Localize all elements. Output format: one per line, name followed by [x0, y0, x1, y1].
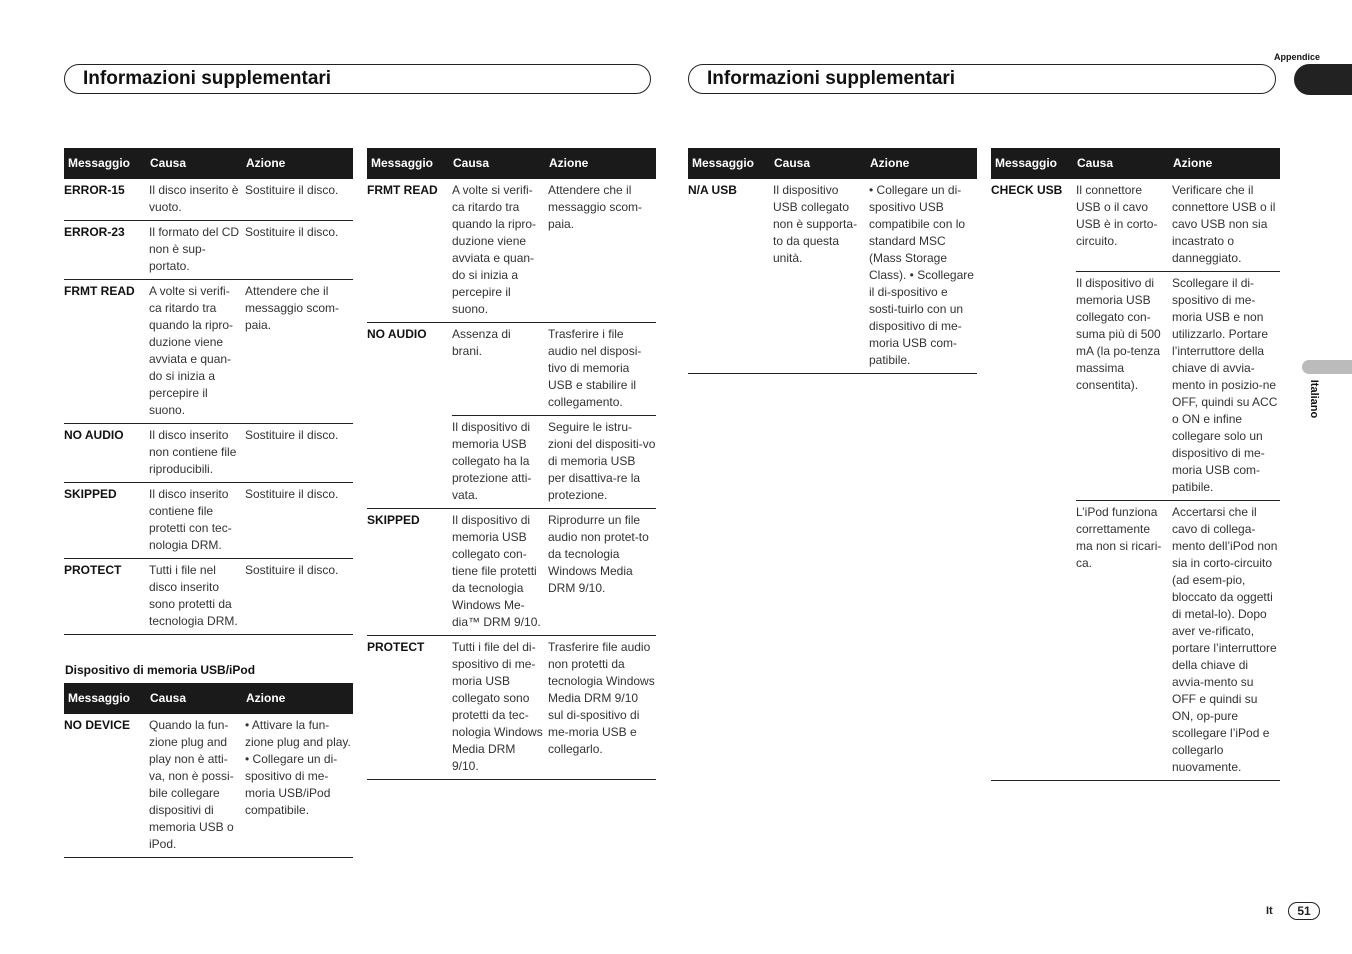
action-text: Accertarsi che il cavo di collega-mento dell’iPod non sia in corto-circuito (ad esem-pio, bloccato da oggetti di metal-lo). Dopo aver ve-rificato, portare l’interruttore della chiave di avvia-mento su OFF e quindi su ON, op-pure scollegare l’iPod e collegarlo nuovamente. [1172, 505, 1278, 774]
cause-action-row [773, 179, 977, 373]
message-code: NO AUDIO [64, 428, 124, 442]
table-header [64, 683, 353, 714]
cause-action-row [452, 323, 656, 415]
cause-action-list [1076, 179, 1280, 780]
table-header [367, 148, 656, 179]
column-header-cause: Causa [453, 156, 490, 170]
cause-action-row [149, 483, 353, 558]
message-code: PROTECT [367, 640, 425, 654]
column-header-action: Azione [549, 156, 589, 170]
table-row [367, 636, 656, 780]
action-text: Riprodurre un file audio non protet-to da tecnologia Windows Media DRM 9/10. [548, 513, 649, 595]
cause-action-row [1076, 500, 1280, 780]
table-row [64, 280, 353, 424]
cause-text: Quando la fun-zione plug and play non è atti-va, non è possi-bile collegare dispositivi di memoria USB o iPod. [149, 718, 234, 851]
table-usb-messages [367, 148, 656, 780]
cause-action-row [149, 179, 353, 220]
cause-text: A volte si verifi-ca ritardo tra quando la ripro-duzione viene avviata e quan-do si inizia a percepire il suono. [149, 284, 234, 417]
side-language-label: Italiano [1308, 379, 1320, 419]
table-row [64, 714, 353, 858]
action-text: Seguire le istru-zioni del dispositi-vo di memoria USB per disattiva-re la protezione. [548, 420, 656, 502]
column-header-message: Messaggio [692, 156, 755, 170]
message-code: ERROR-23 [64, 225, 125, 239]
page-number: 51 [1288, 902, 1320, 920]
cause-text: Tutti i file del di-spositivo di me-moria USB collegato sono protetti da tec-nologia Windows Media DRM 9/10. [452, 640, 543, 773]
table-header [64, 148, 353, 179]
action-text: Sostituire il disco. [245, 225, 339, 239]
cause-action-list [452, 179, 656, 322]
cause-action-row [149, 280, 353, 423]
action-text: • Attivare la fun-zione plug and play. • Collegare un di-spositivo di me-moria USB/iPod compatibile. [245, 718, 351, 817]
table-row [367, 323, 656, 509]
cause-action-list [452, 509, 656, 635]
cause-text: Il disco inserito contiene file protetti con tec-nologia DRM. [149, 487, 232, 552]
cause-text: Il disco inserito è vuoto. [149, 183, 239, 214]
action-text: • Collegare un di-spositivo USB compatibile con lo standard MSC (Mass Storage Class). • Scollegare il di-spositivo e sosti-tuirlo con un dispositivo di me-moria USB com-patibile. [869, 183, 974, 367]
cause-action-row [452, 509, 656, 635]
table-row [991, 179, 1280, 781]
cause-action-row [149, 559, 353, 634]
table-usb-device [64, 683, 353, 858]
cause-action-row [452, 179, 656, 322]
cause-text: Il dispositivo USB collegato non è supporta-to da questa unità. [773, 183, 858, 265]
column-header-action: Azione [870, 156, 910, 170]
table-na-usb [688, 148, 977, 374]
cause-action-row [1076, 179, 1280, 271]
cause-action-list [452, 636, 656, 779]
cause-action-list [773, 179, 977, 373]
page-title-right: Informazioni supplementari [688, 64, 1276, 94]
cause-action-row [452, 415, 656, 508]
cause-action-list [149, 559, 353, 634]
action-text: Sostituire il disco. [245, 183, 339, 197]
column-header-cause: Causa [1077, 156, 1114, 170]
cause-text: Tutti i file nel disco inserito sono protetti da tecnologia DRM. [149, 563, 238, 628]
cause-action-row [149, 714, 353, 857]
cause-action-list [149, 424, 353, 482]
table-disc-messages [64, 148, 353, 635]
table-check-usb [991, 148, 1280, 781]
message-code: SKIPPED [367, 513, 420, 527]
action-text: Attendere che il messaggio scom-paia. [245, 284, 340, 332]
language-tab [1302, 360, 1352, 374]
action-text: Attendere che il messaggio scom-paia. [548, 183, 643, 231]
action-text: Trasferire file audio non protetti da tecnologia Windows Media DRM 9/10 sul di-spositivo di me-moria USB e collegarlo. [548, 640, 655, 756]
column-header-message: Messaggio [371, 156, 434, 170]
cause-action-row [1076, 271, 1280, 500]
cause-action-list [452, 323, 656, 508]
action-text: Sostituire il disco. [245, 487, 339, 501]
column-header-message: Messaggio [68, 156, 131, 170]
footer-language: It [1266, 905, 1273, 917]
message-code: NO DEVICE [64, 718, 131, 732]
column-header-message: Messaggio [68, 691, 131, 705]
table-row [64, 483, 353, 559]
cause-action-list [149, 221, 353, 279]
cause-text: Il dispositivo di memoria USB collegato con-suma più di 500 mA (la po-tenza massima consentita). [1076, 276, 1161, 392]
cause-action-row [149, 221, 353, 279]
message-code: ERROR-15 [64, 183, 125, 197]
column-header-cause: Causa [150, 156, 187, 170]
action-text: Scollegare il di-spositivo di me-moria USB e non utilizzarlo. Portare l’interruttore della chiave di avvia-mento in posizio-ne OFF, quindi su ACC o ON e infine collegare solo un dispositivo di me-moria USB com-patibile. [1172, 276, 1278, 494]
message-code: NO AUDIO [367, 327, 427, 341]
action-text: Trasferire i file audio nel disposi-tivo di memoria USB e stabilire il collegamento. [548, 327, 642, 409]
action-text: Sostituire il disco. [245, 428, 339, 442]
table-row [688, 179, 977, 374]
cause-text: A volte si verifi-ca ritardo tra quando la ripro-duzione viene avviata e quan-do si inizia a percepire il suono. [452, 183, 537, 316]
message-code: N/A USB [688, 183, 737, 197]
cause-action-row [149, 424, 353, 482]
table-header [991, 148, 1280, 179]
cause-action-row [452, 636, 656, 779]
page-title-left: Informazioni supplementari [64, 64, 651, 94]
table-row [367, 179, 656, 323]
message-code: FRMT READ [367, 183, 438, 197]
section-tab [1294, 64, 1352, 95]
cause-text: Il dispositivo di memoria USB collegato con-tiene file protetti da tecnologia Windows Me-dia™ DRM 9/10. [452, 513, 541, 629]
column-header-message: Messaggio [995, 156, 1058, 170]
message-code: SKIPPED [64, 487, 117, 501]
cause-text: Il disco inserito non contiene file riproducibili. [149, 428, 237, 476]
section-title-usb: Dispositivo di memoria USB/iPod [65, 663, 256, 677]
cause-action-list [149, 483, 353, 558]
column-header-cause: Causa [774, 156, 811, 170]
message-code: PROTECT [64, 563, 122, 577]
table-header [688, 148, 977, 179]
column-header-action: Azione [1173, 156, 1213, 170]
cause-text: Il connettore USB o il cavo USB è in corto-circuito. [1076, 183, 1158, 248]
column-header-cause: Causa [150, 691, 187, 705]
action-text: Sostituire il disco. [245, 563, 339, 577]
cause-action-list [149, 714, 353, 857]
cause-text: Il formato del CD non è sup-portato. [149, 225, 240, 273]
cause-action-list [149, 280, 353, 423]
cause-text: Assenza di brani. [452, 327, 511, 358]
table-row [64, 221, 353, 280]
column-header-action: Azione [246, 156, 286, 170]
cause-action-list [149, 179, 353, 220]
table-row [64, 559, 353, 635]
message-code: CHECK USB [991, 183, 1063, 197]
table-row [367, 509, 656, 636]
table-row [64, 179, 353, 221]
column-header-action: Azione [246, 691, 286, 705]
cause-text: L’iPod funziona correttamente ma non si ricari-ca. [1076, 505, 1162, 570]
action-text: Verificare che il connettore USB o il cavo USB non sia incastrato o danneggiato. [1172, 183, 1276, 265]
cause-text: Il dispositivo di memoria USB collegato ha la protezione atti-vata. [452, 420, 532, 502]
table-row [64, 424, 353, 483]
appendix-label: Appendice [1273, 52, 1320, 62]
message-code: FRMT READ [64, 284, 135, 298]
